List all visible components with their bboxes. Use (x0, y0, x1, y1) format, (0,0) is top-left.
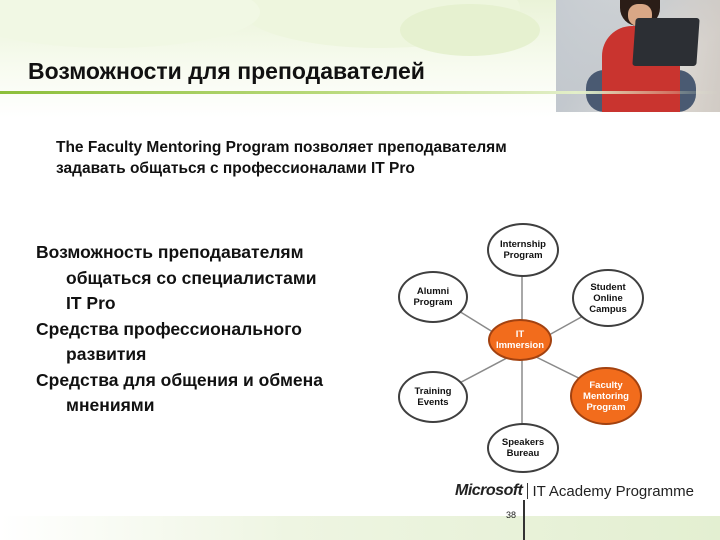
bullet-text: Средства профессионального (36, 318, 302, 339)
node-training-events (398, 371, 468, 423)
title-divider (0, 91, 720, 94)
node-label: Internship (500, 239, 546, 250)
node-label: Online (593, 292, 623, 304)
node-label: Student (590, 281, 626, 293)
bullet-item (36, 240, 386, 317)
intro-line: задавать общаться с профессионалами IT Pro (56, 160, 415, 177)
bullet-item (36, 317, 386, 368)
node-faculty-mentoring-program (570, 367, 642, 425)
microsoft-wordmark: Microsoft (455, 482, 523, 499)
logo-divider (527, 483, 528, 499)
node-label: Program (503, 250, 543, 261)
header-photo (556, 0, 720, 112)
footer-divider (523, 500, 525, 540)
bullet-list (36, 240, 386, 419)
node-label: Program (586, 401, 626, 413)
programme-name: IT Academy Programme (532, 482, 694, 500)
bullet-text: Средства для общения и обмена (36, 369, 323, 390)
footer-band (0, 516, 720, 540)
bullet-text: IT Pro (66, 293, 116, 313)
node-label: Mentoring (583, 390, 629, 402)
node-label: Alumni (416, 286, 450, 297)
node-alumni-program (398, 271, 468, 323)
it-academy-logo (455, 484, 694, 498)
bullet-text: развития (66, 344, 147, 364)
node-label: IT (515, 329, 525, 340)
node-label: Bureau (506, 448, 540, 459)
node-label: Immersion (495, 340, 545, 351)
bullet-text: мнениями (66, 395, 155, 415)
intro-text (56, 137, 656, 179)
intro-line: The Faculty Mentoring Program позволяет преподавателям (56, 139, 507, 156)
node-it-immersion (488, 319, 552, 361)
node-label: Events (417, 397, 449, 408)
node-speakers-bureau (487, 423, 559, 473)
node-label: Training (414, 386, 452, 397)
program-diagram (390, 215, 680, 475)
node-label: Faculty (589, 379, 623, 391)
node-student-online-campus (572, 269, 644, 327)
bullet-text: Возможность преподавателям (36, 242, 304, 262)
page-number: 38 (506, 510, 517, 520)
node-internship-program (487, 223, 559, 277)
node-label: Speakers (501, 437, 545, 448)
node-label: Program (413, 297, 453, 308)
bullet-item (36, 368, 386, 419)
bullet-text: общаться со специалистами (66, 267, 317, 288)
node-label: Campus (589, 303, 627, 315)
slide-title: Возможности для преподавателей (28, 58, 425, 84)
